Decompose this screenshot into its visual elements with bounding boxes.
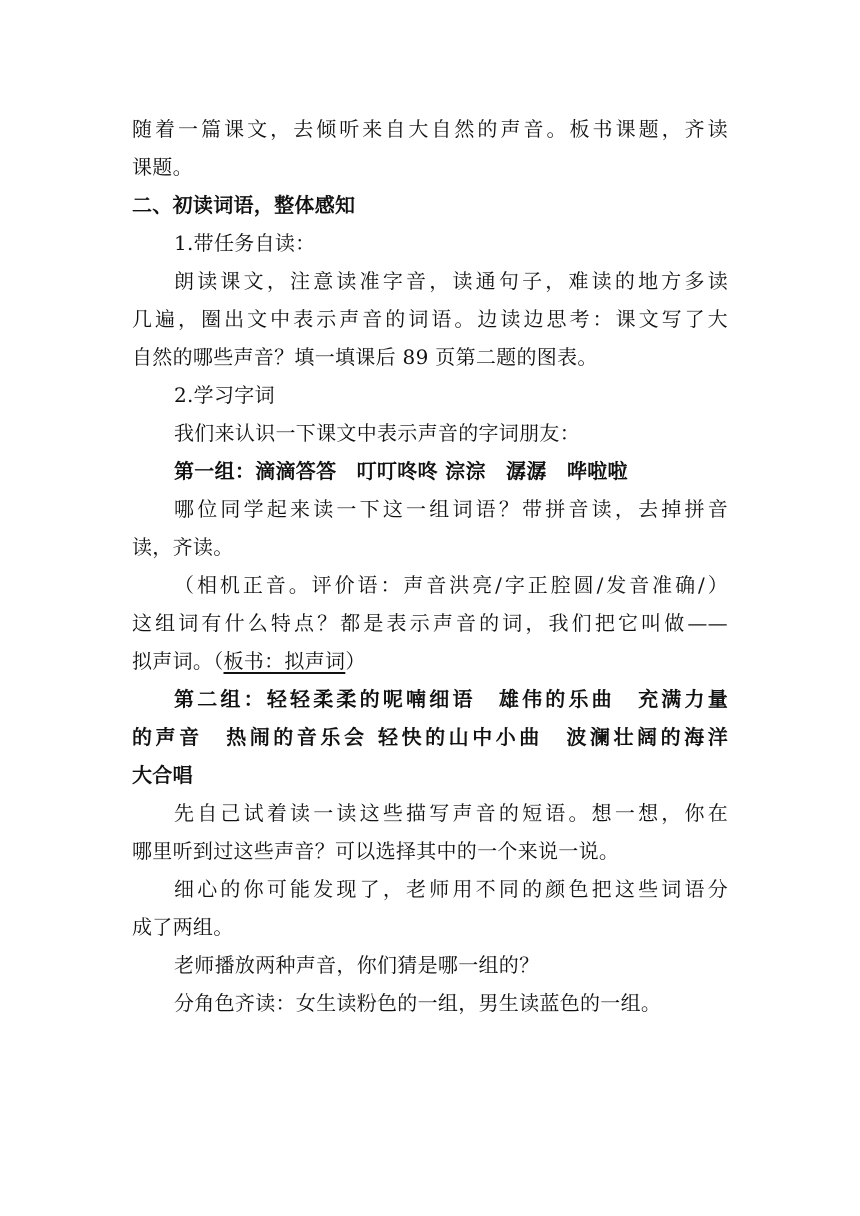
paragraph-line: 课题。 (132, 155, 193, 179)
word-group-two: 的声音 热闹的音乐会 轻快的山中小曲 波澜壮阔的海洋 (132, 725, 728, 749)
word-group-one: 第一组：滴滴答答 叮叮咚咚 淙淙 潺潺 哗啦啦 (174, 459, 628, 483)
paragraph-line: （相机正音。评价语：声音洪亮/字正腔圆/发音准确/） (174, 573, 728, 597)
paragraph-line: 朗读课文，注意读准字音，读通句子，难读的地方多读 (174, 269, 728, 293)
paragraph-line: 这组词有什么特点？都是表示声音的词，我们把它叫做—— (132, 611, 728, 635)
paragraph-line: 我们来认识一下课文中表示声音的字词朋友： (174, 421, 580, 445)
paragraph-line: 哪里听到过这些声音？可以选择其中的一个来说一说。 (132, 839, 620, 863)
section-heading: 二、初读词语，整体感知 (132, 193, 356, 217)
paragraph-line: 分角色齐读：女生读粉色的一组，男生读蓝色的一组。 (174, 991, 662, 1015)
document-body (132, 110, 728, 1022)
subheading: 1.带任务自读： (174, 231, 316, 255)
paragraph-line: 随着一篇课文，去倾听来自大自然的声音。板书课题，齐读 (132, 117, 728, 141)
text-span: 拟声词。（ (132, 649, 224, 673)
paragraph-line: 读，齐读。 (132, 535, 234, 559)
paragraph-line: 成了两组。 (132, 915, 234, 939)
paragraph-line: 几遍，圈出文中表示声音的词语。边读边思考：课文写了大 (132, 307, 728, 331)
paragraph-line: 自然的哪些声音？填一填课后 89 页第二题的图表。 (132, 345, 598, 369)
blackboard-note: 板书：拟声词 (223, 649, 346, 673)
paragraph-line (132, 642, 728, 680)
paragraph-line: 先自己试着读一读这些描写声音的短语。想一想，你在 (174, 801, 728, 825)
word-group-two: 第二组：轻轻柔柔的呢喃细语 雄伟的乐曲 充满力量 (174, 687, 728, 711)
word-group-two: 大合唱 (132, 763, 193, 787)
subheading: 2.学习字词 (174, 383, 275, 407)
paragraph-line: 老师播放两种声音，你们猜是哪一组的？ (174, 953, 540, 977)
text-span: ） (345, 649, 366, 673)
paragraph-line: 哪位同学起来读一下这一组词语？带拼音读，去掉拼音 (174, 497, 728, 521)
paragraph-line: 细心的你可能发现了，老师用不同的颜色把这些词语分 (174, 877, 728, 901)
